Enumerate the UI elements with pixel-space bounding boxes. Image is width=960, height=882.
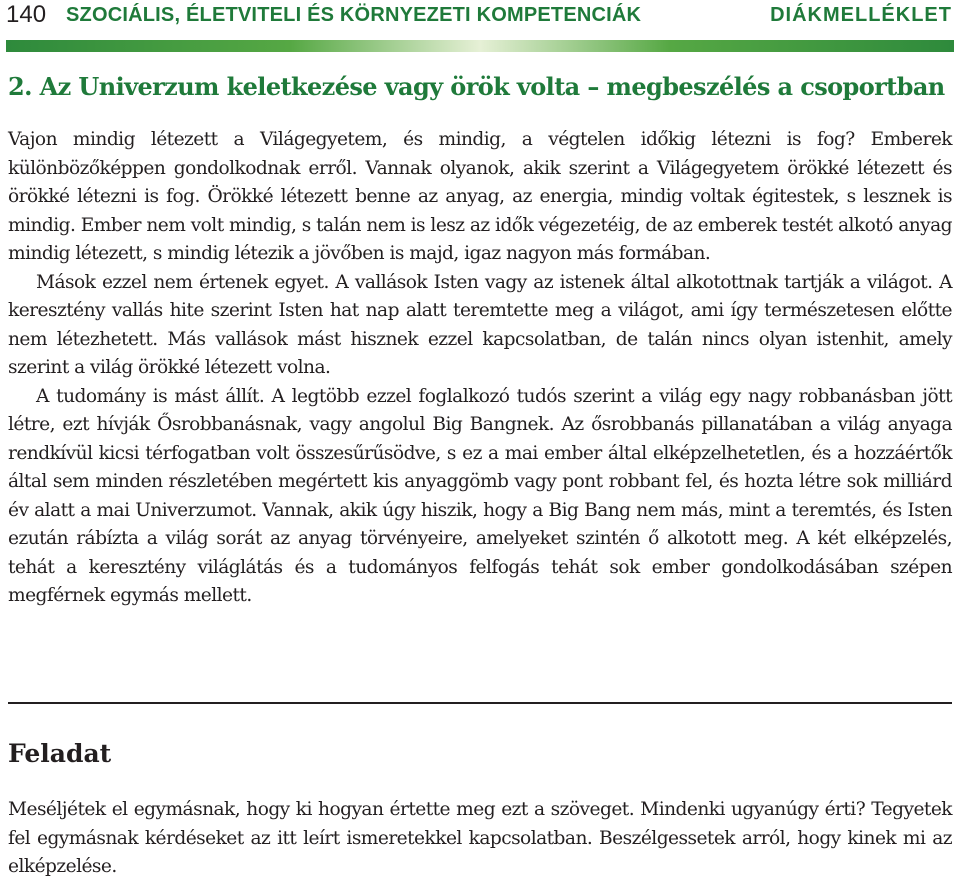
page-header [0, 0, 960, 30]
article-body [8, 126, 952, 611]
section-title: SZOCIÁLIS, ÉLETVITELI ÉS KÖRNYEZETI KOMPETENCIÁK [66, 4, 642, 26]
paragraph-3: A tudomány is mást állít. A legtöbb ezzel foglalkozó tudós szerint a világ egy nagy robbanásban jött létre, ezt hívják Ősrobbanásnak, vagy angolul Big Bangnek. Az ősrobbanás pillanatában a világ anyaga rendkívül kicsi térfogatban volt összesűrűsödve, s ez a mai ember által elképzelhetetlen, és a hozzáértők által sem minden részletében megértett kis anyaggömb vagy pont robbant fel, és hozta létre sok milliárd év alatt a mai Univerzumot. Vannak, akik úgy hiszik, hogy a Big Bang nem más, mint a teremtés, és Isten ezután rábízta a világ sorát az anyag törvényeire, amelyeket szintén ő alkotott meg. A két elképzelés, tehát a keresztény világlátás és a tudományos felfogás tehát sok ember gondolkodásában szépen megférnek egymás mellett. [8, 385, 952, 606]
article-heading: 2. Az Univerzum keletkezése vagy örök volta – megbeszélés a csoportban [8, 72, 945, 101]
section-divider [8, 702, 952, 704]
appendix-label: DIÁKMELLÉKLET [770, 4, 952, 26]
paragraph-1: Vajon mindig létezett a Világegyetem, és mindig, a végtelen időkig létezni is fog? Emberek különbözőképpen gondolkodnak erről. Vannak olyanok, akik szerint a Világegyetem örökké létezett és örökké létezni is fog. Örökké létezett benne az anyag, az energia, mindig voltak égitestek, s lesznek is mindig. Ember nem volt mindig, s talán nem is lesz az idők végezetéig, de az emberek testét alkotó anyag mindig létezett, s mindig létezik a jövőben is majd, igaz nagyon más formában. [8, 129, 952, 264]
task-text: Meséljétek el egymásnak, hogy ki hogyan értette meg ezt a szöveget. Mindenki ugyanúgy érti? Tegyetek fel egymásnak kérdéseket az itt leírt ismeretekkel kapcsolatban. Beszélgessetek arról, hogy kinek mi az elképzelése. [8, 799, 952, 877]
task-heading: Feladat [8, 739, 112, 768]
paragraph-2: Mások ezzel nem értenek egyet. A vallások Isten vagy az istenek által alkotottnak tartják a világot. A keresztény vallás hite szerint Isten hat nap alatt teremtette meg a világot, ami így természetesen előtte nem létezhetett. Más vallások mást hisznek ezzel kapcsolatban, de talán nincs olyan istenhit, amely szerint a világ örökké létezett volna. [8, 271, 952, 378]
header-rule [6, 40, 954, 52]
page-number: 140 [6, 1, 47, 28]
